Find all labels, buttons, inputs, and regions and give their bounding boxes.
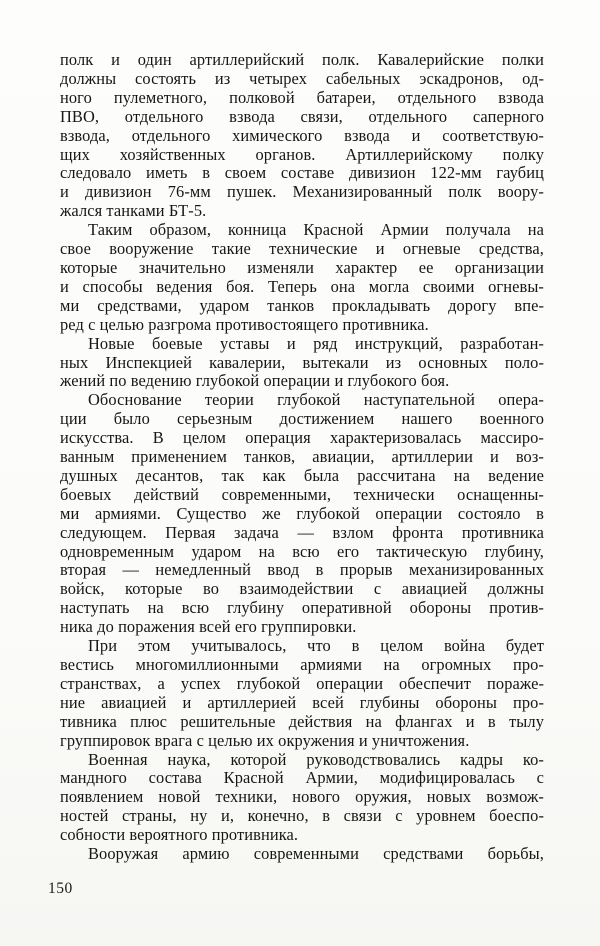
text-line: одновременным ударом на всю его тактическую глубину, xyxy=(60,541,544,561)
text-line: наступать на всю глубину оперативной обороны против- xyxy=(60,598,544,618)
text-line: искусства. В целом операция характеризовалась массиро- xyxy=(60,428,544,448)
text-line: следующем. Первая задача — взлом фронта противника xyxy=(60,522,544,542)
text-line: ние авиацией и артиллерией всей глубины обороны про- xyxy=(60,692,544,712)
text-line: Обоснование теории глубокой наступательной опера- xyxy=(88,390,544,410)
text-line: ностей страны, ну и, конечно, в связи с уровнем боеспо- xyxy=(60,806,544,826)
text-line: ции было серьезным достижением нашего военного xyxy=(60,409,544,429)
text-line: полк и один артиллерийский полк. Кавалерийские полки xyxy=(60,50,544,69)
page-number: 150 xyxy=(48,880,73,897)
text-line: ванным применением танков, авиации, артиллерии и воз- xyxy=(60,447,544,467)
text-line: жался танками БТ-5. xyxy=(60,201,207,221)
text-block xyxy=(60,51,544,864)
text-line: душных десантов, так как была рассчитана на ведение xyxy=(60,465,544,485)
text-line: ных Инспекцией кавалерии, вытекали из основных поло- xyxy=(60,352,544,372)
text-line: ника до поражения всей его группировки. xyxy=(60,617,357,637)
text-line: появлением новой техники, нового оружия, новых возмож- xyxy=(60,787,544,807)
text-line: собности вероятного противника. xyxy=(60,825,299,845)
text-line: взвода, отдельного химического взвода и соответствую- xyxy=(60,125,544,145)
text-line: боевых действий современными, технически оснащенны- xyxy=(60,484,544,504)
text-line: ПВО, отдельного взвода связи, отдельного саперного xyxy=(60,106,544,126)
text-line: ми средствами, ударом танков прокладывать дорогу впе- xyxy=(60,295,544,315)
text-line: следовало иметь в своем составе дивизион 122-мм гаубиц xyxy=(60,163,544,183)
text-line: и дивизион 76-мм пушек. Механизированный полк воору- xyxy=(60,182,544,202)
text-line: ми армиями. Существо же глубокой операции состояло в xyxy=(60,503,544,523)
text-line: Таким образом, конница Красной Армии получала на xyxy=(88,220,544,240)
text-line: Новые боевые уставы и ряд инструкций, разработан- xyxy=(88,333,544,353)
text-line: вестись многомиллионными армиями на огромных про- xyxy=(60,655,544,674)
text-line: группировок врага с целью их окружения и уничтожения. xyxy=(60,730,470,750)
text-line: свое вооружение такие технические и огневые средства, xyxy=(60,239,544,259)
text-line: вторая — немедленный ввод в прорыв механизированных xyxy=(60,560,544,580)
text-line: жений по ведению глубокой операции и глубокого боя. xyxy=(60,371,450,391)
text-line: Вооружая армию современными средствами борьбы, xyxy=(88,844,544,864)
text-line: ного пулеметного, полковой батареи, отдельного взвода xyxy=(60,87,544,107)
text-line: ред с целью разгрома противостоящего противника. xyxy=(60,314,429,334)
text-line: щих хозяйственных органов. Артиллерийскому полку xyxy=(60,144,544,164)
text-line: войск, которые во взаимодействии с авиацией должны xyxy=(60,579,544,599)
text-line: странствах, а успех глубокой операции обеспечит пораже- xyxy=(60,673,544,693)
text-line: которые значительно изменяли характер ее организации xyxy=(60,257,544,277)
text-line: мандного состава Красной Армии, модифицировалась с xyxy=(60,768,544,788)
text-line: При этом учитывалось, что в целом война будет xyxy=(88,636,544,656)
text-line: должны состоять из четырех сабельных эскадронов, од- xyxy=(60,68,544,88)
text-line: и способы ведения боя. Теперь она могла своими огневы- xyxy=(60,276,544,296)
text-line: тивника плюс решительные действия на флангах и в тылу xyxy=(60,711,544,731)
text-line: Военная наука, которой руководствовались кадры ко- xyxy=(88,749,544,769)
